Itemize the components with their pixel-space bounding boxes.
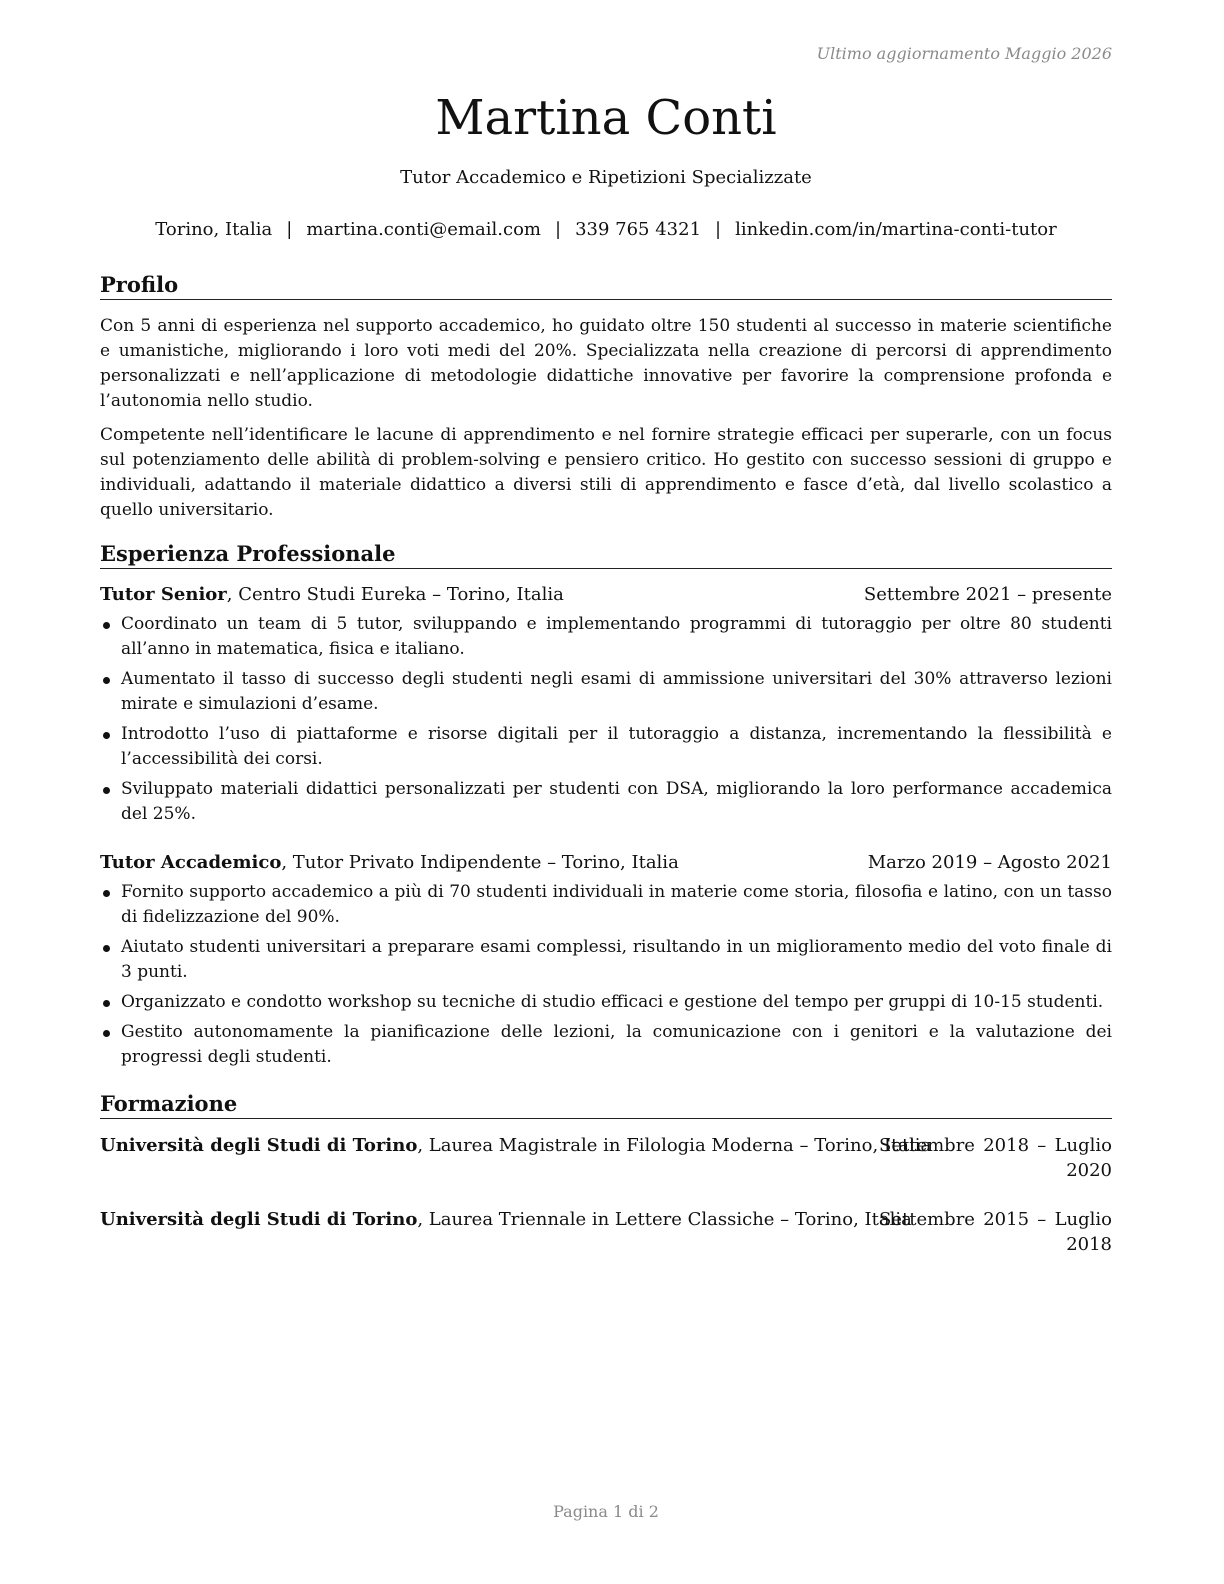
- section-title-experience: Esperienza Professionale: [100, 540, 1112, 569]
- job-organization: , Tutor Privato Indipendente – Torino, Italia: [281, 852, 679, 873]
- education-entry: [100, 1133, 1112, 1181]
- last-updated: Ultimo aggiornamento Maggio 2026: [816, 44, 1112, 63]
- job-bullets: [100, 880, 1112, 1075]
- contact-separator: |: [286, 219, 293, 240]
- candidate-name: Martina Conti: [435, 90, 777, 146]
- job-bullets: [100, 612, 1112, 832]
- section-title-profile: Profilo: [100, 271, 1112, 300]
- resume-page: [100, 0, 1112, 1584]
- education-institution: Università degli Studi di Torino: [100, 1209, 418, 1230]
- job-role: Tutor Senior: [100, 584, 227, 605]
- job-header: [100, 851, 1112, 875]
- job-header: [100, 583, 1112, 607]
- contact-phone: 339 765 4321: [575, 219, 702, 240]
- page-number: Pagina 1 di 2: [553, 1502, 659, 1521]
- education-entry: [100, 1207, 1112, 1255]
- list-item: Aiutato studenti universitari a preparare esami complessi, risultando in un miglioramento medio del voto finale di 3 punti.: [100, 935, 1112, 985]
- contact-email[interactable]: martina.conti@email.com: [306, 219, 541, 240]
- education-institution: Università degli Studi di Torino: [100, 1135, 418, 1156]
- profile-paragraph: Competente nell’identificare le lacune di apprendimento e nel fornire strategie efficaci per superarle, con un focus sul potenziamento delle abilità di problem-solving e pensiero critico. Ho gestito con successo sessioni di gruppo e individuali, adattando il materiale didattico a diversi stili di apprendimento e fasce d’età, dal livello scolastico a quello universitario.: [100, 425, 1112, 520]
- list-item: Sviluppato materiali didattici personalizzati per studenti con DSA, migliorando la loro performance accademica del 25%.: [100, 777, 1112, 827]
- contact-linkedin[interactable]: linkedin.com/in/martina-conti-tutor: [735, 219, 1057, 240]
- list-item: Gestito autonomamente la pianificazione delle lezioni, la comunicazione con i genitori e la valutazione dei progressi degli studenti.: [100, 1020, 1112, 1070]
- job-organization: , Centro Studi Eureka – Torino, Italia: [226, 584, 564, 605]
- contact-separator: |: [554, 219, 562, 240]
- education-degree: , Laurea Triennale in Lettere Classiche – Torino, Italia: [417, 1209, 912, 1230]
- list-item: Fornito supporto accademico a più di 70 studenti individuali in materie come storia, filosofia e latino, con un tasso di fidelizzazione del 90%.: [100, 880, 1112, 930]
- contact-separator: |: [715, 219, 722, 240]
- list-item: Introdotto l’uso di piattaforme e risorse digitali per il tutoraggio a distanza, incrementando la flessibilità e l’accessibilità dei corsi.: [100, 722, 1112, 772]
- job-dates: Marzo 2019 – Agosto 2021: [867, 852, 1112, 873]
- education-dates: Settembre 2015 – Luglio 2018: [879, 1209, 1112, 1255]
- job-dates: Settembre 2021 – presente: [863, 584, 1112, 605]
- profile-paragraph: Con 5 anni di esperienza nel supporto accademico, ho guidato oltre 150 studenti al successo in materie scientifiche e umanistiche, migliorando i loro voti medi del 20%. Specializzata nella creazione di percorsi di apprendimento personalizzati e nell’applicazione di metodologie didattiche innovative per favorire la comprensione profonda e l’autonomia nello studio.: [100, 316, 1112, 411]
- job-role: Tutor Accademico: [100, 852, 282, 873]
- contact-location: Torino, Italia: [155, 219, 273, 240]
- contact-line: [100, 219, 1112, 240]
- candidate-title: Tutor Accademico e Ripetizioni Specializzate: [400, 167, 812, 188]
- list-item: Coordinato un team di 5 tutor, sviluppando e implementando programmi di tutoraggio per oltre 80 studenti all’anno in matematica, fisica e italiano.: [100, 612, 1112, 662]
- section-title-education: Formazione: [100, 1090, 1112, 1119]
- education-dates: Settembre 2018 – Luglio 2020: [879, 1135, 1112, 1181]
- education-degree: , Laurea Magistrale in Filologia Moderna – Torino, Italia: [417, 1135, 932, 1156]
- list-item: Aumentato il tasso di successo degli studenti negli esami di ammissione universitari del 30% attraverso lezioni mirate e simulazioni d’esame.: [100, 667, 1112, 717]
- list-item: Organizzato e condotto workshop su tecniche di studio efficaci e gestione del tempo per gruppi di 10-15 studenti.: [100, 990, 1112, 1015]
